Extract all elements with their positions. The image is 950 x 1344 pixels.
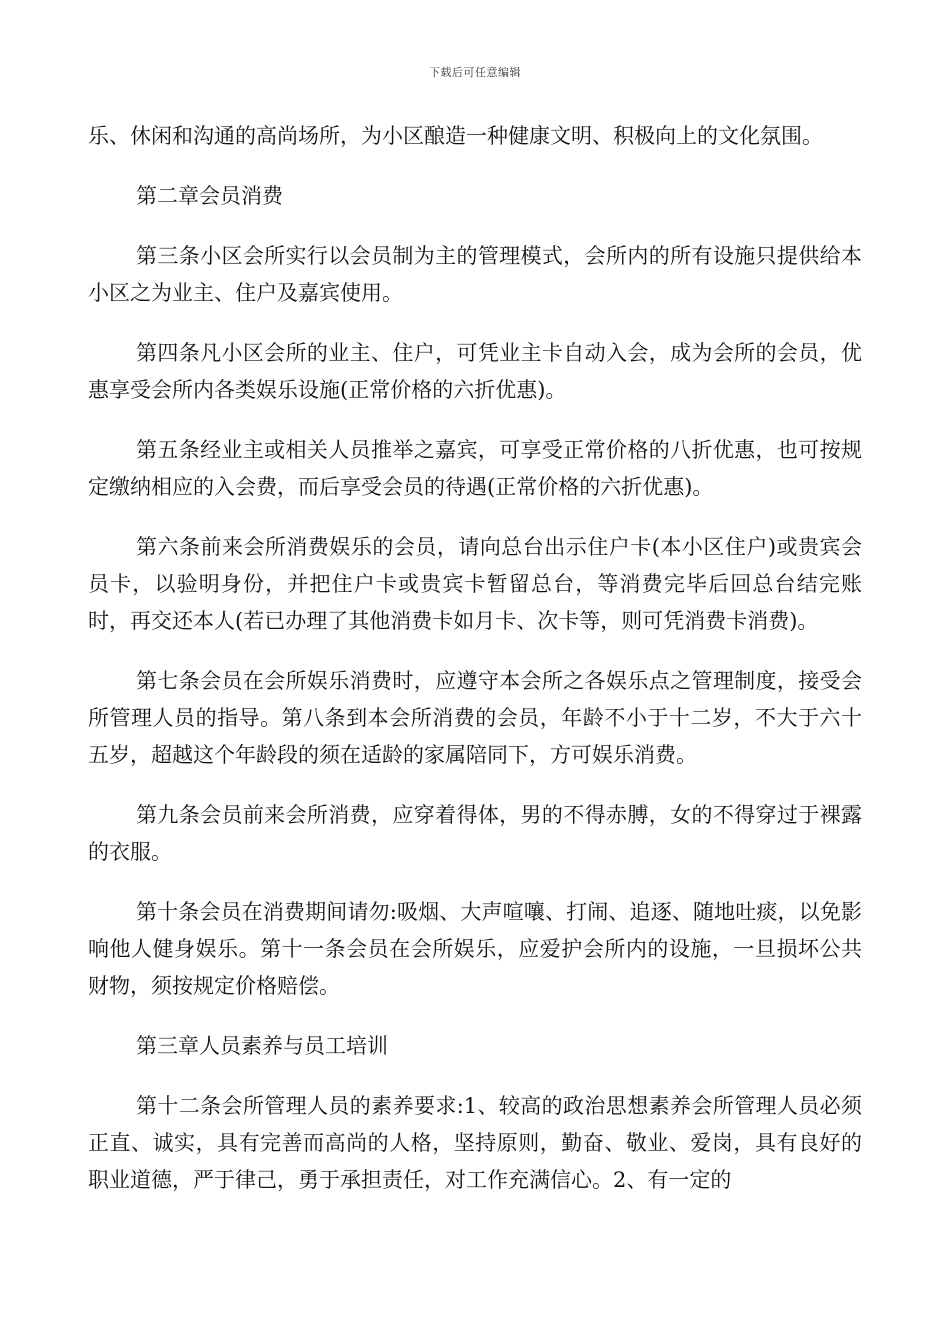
article-12: 第十二条会所管理人员的素养要求:1、较高的政治思想素养会所管理人员必须正直、诚实，具有完善而高尚的人格，坚持原则，勤奋、敬业、爱岗，具有良好的职业道德，严于律己，勇于承担责任，对工作充满信心。2、有一定的 — [88, 1094, 862, 1192]
article-7-8: 第七条会员在会所娱乐消费时，应遵守本会所之各娱乐点之管理制度，接受会所管理人员的指导。第八条到本会所消费的会员，年龄不小于十二岁，不大于六十五岁，超越这个年龄段的须在适龄的家属陪同下，方可娱乐消费。 — [88, 669, 862, 767]
article-3: 第三条小区会所实行以会员制为主的管理模式，会所内的所有设施只提供给本小区之为业主、住户及嘉宾使用。 — [88, 244, 862, 305]
article-4: 第四条凡小区会所的业主、住户，可凭业主卡自动入会，成为会所的会员，优惠享受会所内各类娱乐设施(正常价格的六折优惠)。 — [88, 341, 862, 402]
article-9: 第九条会员前来会所消费，应穿着得体，男的不得赤膊，女的不得穿过于裸露的衣服。 — [88, 803, 862, 864]
chapter-heading-2: 第二章会员消费 — [136, 184, 283, 208]
article-5: 第五条经业主或相关人员推举之嘉宾，可享受正常价格的八折优惠，也可按规定缴纳相应的入会费，而后享受会员的待遇(正常价格的六折优惠)。 — [88, 438, 862, 499]
article-6: 第六条前来会所消费娱乐的会员，请向总台出示住户卡(本小区住户)或贵宾会员卡，以验明身份，并把住户卡或贵宾卡暂留总台，等消费完毕后回总台结完账时，再交还本人(若已办理了其他消费卡如月卡、次卡等，则可凭消费卡消费)。 — [88, 535, 862, 633]
document-body — [88, 118, 862, 1222]
article-10-11: 第十条会员在消费期间请勿:吸烟、大声喧嚷、打闹、追逐、随地吐痰，以免影响他人健身娱乐。第十一条会员在会所娱乐，应爱护会所内的设施，一旦损坏公共财物，须按规定价格赔偿。 — [88, 900, 862, 998]
chapter-heading-3: 第三章人员素养与员工培训 — [136, 1034, 388, 1058]
page-header-note: 下载后可任意编辑 — [429, 66, 521, 79]
paragraph-continuation: 乐、休闲和沟通的高尚场所，为小区酿造一种健康文明、积极向上的文化氛围。 — [88, 124, 823, 148]
